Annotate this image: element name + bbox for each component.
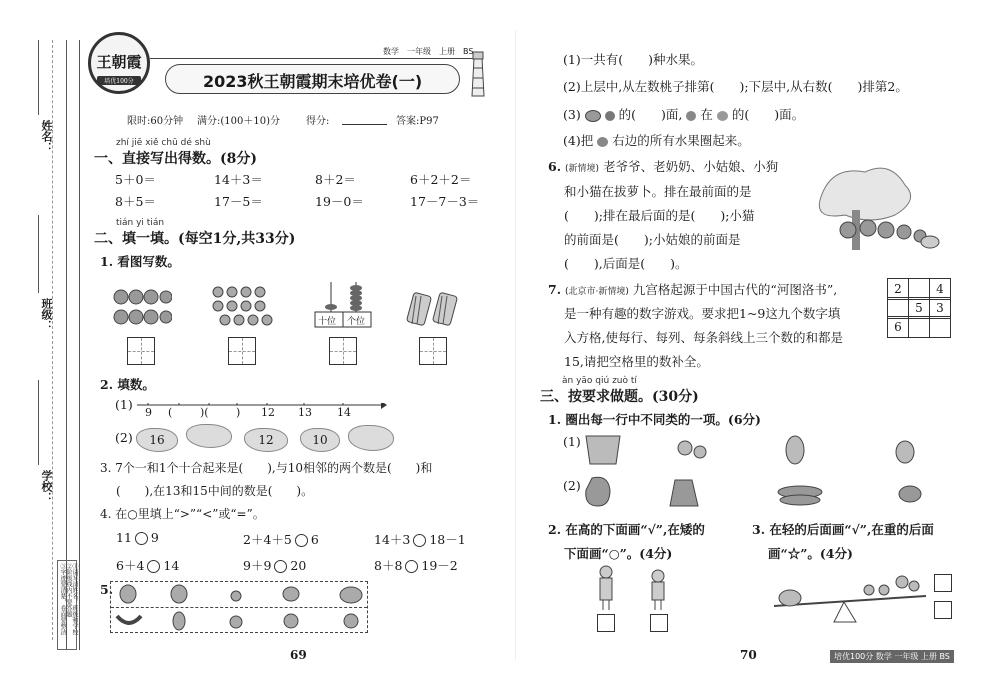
compare-left: 6＋4 [116, 558, 145, 573]
cloud-number[interactable] [186, 424, 232, 448]
number-line-value: ( [168, 406, 173, 419]
cloud-number: 10 [300, 428, 340, 452]
row1-items [580, 430, 930, 470]
margin-note: ②阶级线内不要答题 [65, 563, 72, 617]
magic-square-grid [887, 278, 953, 338]
compare-circle[interactable] [413, 534, 426, 547]
s3-q1-row2-tag: (2) [563, 478, 581, 493]
turnip-pulling-illustration [810, 160, 940, 255]
calc-item: 19－0＝ [315, 194, 364, 209]
header-rule [150, 58, 480, 59]
answer-ref: 答案:P97 [396, 116, 439, 127]
grid-cell: 2 [887, 278, 909, 300]
number-line-value: 13 [298, 406, 312, 419]
q6-tag: (新情境) [565, 164, 600, 174]
compare-circle[interactable] [295, 534, 308, 547]
number-line-value: 14 [337, 406, 351, 419]
s3-q3-line2: 画“☆”。(4分) [768, 546, 853, 561]
q7-line: 入方格,使每行、每列、每条斜线上三个数的和都是 [564, 330, 843, 345]
answer-box[interactable] [419, 337, 447, 365]
q5-sub2: (2)上层中,从左数桃子排第( );下层中,从右数( )排第2。 [563, 79, 908, 94]
fruits-top-row [111, 582, 369, 608]
school-label: 学校： [40, 470, 53, 503]
fruits-bottom-row [111, 608, 369, 634]
grapes-image [210, 284, 275, 329]
q5-sub1: (1)一共有( )种水果。 [563, 52, 703, 67]
subject-line: 数学 一年级 上册 BS [383, 47, 474, 56]
compare-circle[interactable] [135, 532, 148, 545]
compare-right: 18－1 [429, 532, 466, 547]
margin-notes [57, 560, 77, 650]
compare-left: 14＋3 [374, 532, 411, 547]
q7-line: 是一种有趣的数字游戏。要求把1~9这九个数字填 [564, 306, 841, 321]
lighthouse-icon [468, 48, 488, 98]
calc-item: 5＋0＝ [115, 172, 156, 187]
q6-line: 和小猫在拔萝卜。排在最前面的是 [564, 184, 752, 199]
sticks-image [406, 290, 461, 328]
calc-item: 17－5＝ [214, 194, 263, 209]
number-line-value: 9 [145, 406, 152, 419]
calc-item: 8＋5＝ [115, 194, 156, 209]
answer-box[interactable] [127, 337, 155, 365]
q7-line: 15,请把空格里的数补全。 [564, 354, 709, 369]
calc-item: 8＋2＝ [315, 172, 356, 187]
s3-q2-line1: 2. 在高的下面画“√”,在矮的 [548, 522, 705, 537]
compare-circle[interactable] [274, 560, 287, 573]
q1-label: 1. 看图写数。 [100, 254, 180, 269]
q6-number: 6. [548, 159, 562, 174]
orange-icon [717, 111, 728, 121]
class-label: 班级： [40, 298, 53, 331]
watermelon-icon [585, 110, 601, 122]
answer-box[interactable] [650, 614, 668, 632]
footer-badge: 培优100分 数学 一年级 上册 BS [830, 650, 954, 663]
page-number-left: 69 [290, 648, 307, 662]
answer-box[interactable] [329, 337, 357, 365]
q2-label: 2. 填数。 [100, 377, 155, 392]
school-line [38, 380, 39, 465]
s3-q1-row1-tag: (1) [563, 434, 581, 449]
q6-line: ( ),后面是( )。 [564, 256, 688, 271]
compare-right: 14 [163, 558, 180, 573]
number-line-value: ) [236, 406, 241, 419]
cloud-number: 16 [136, 428, 178, 452]
answer-box[interactable] [934, 601, 952, 619]
q7-line1 [548, 280, 837, 298]
cloud-number[interactable] [348, 425, 394, 451]
grid-cell: 3 [929, 297, 951, 319]
grid-cell[interactable] [929, 316, 951, 338]
logo-badge [88, 32, 150, 94]
page-fold [515, 30, 516, 660]
calc-item: 6＋2＋2＝ [410, 172, 472, 187]
plum-icon [597, 137, 608, 147]
q5-sub4-tag: (4)把 [563, 133, 594, 148]
grid-cell: 6 [887, 316, 909, 338]
q6-text: 老爷爷、老奶奶、小姑娘、小狗 [603, 159, 779, 174]
clouds-tag: (2) [115, 430, 133, 445]
row2-items [580, 472, 930, 512]
logo-subtext: 培优100分 [97, 76, 141, 85]
full-score: 满分:(100＋10)分 [197, 116, 280, 127]
q5-sub3-part: 在 [700, 107, 713, 122]
q5-sub3-part: 的( )面。 [731, 107, 805, 122]
q6-line1 [548, 157, 778, 175]
binding-margin [66, 40, 80, 650]
q4-label: 4. 在○里填上“>”“<”或“=”。 [100, 507, 265, 521]
compare-circle[interactable] [405, 560, 418, 573]
answer-box[interactable] [597, 614, 615, 632]
q5-label: 5. [100, 582, 114, 597]
compare-item [374, 556, 458, 574]
s3-q1: 1. 圈出每一行中不同类的一项。(6分) [548, 412, 761, 427]
compare-item [374, 530, 466, 548]
number-line-value: )( [200, 406, 209, 419]
section3-title: 三、按要求做题。(30分) [540, 389, 699, 405]
compare-item [116, 556, 179, 574]
number-line-tag: (1) [115, 397, 133, 412]
grid-cell: 5 [908, 297, 930, 319]
compare-item [116, 530, 159, 545]
q7-text: 九宫格起源于中国古代的“河图洛书”, [632, 282, 838, 297]
margin-note: ③字迹要清楚，卷面要整洁 [59, 563, 66, 635]
score-blank[interactable] [342, 124, 387, 125]
name-line [38, 40, 39, 115]
balls-image [112, 288, 172, 328]
calc-item: 17－7－3＝ [410, 194, 480, 209]
section2-title: 二、填一填。(每空1分,共33分) [94, 231, 296, 247]
peach-icon [686, 111, 696, 121]
compare-left: 8＋8 [374, 558, 403, 573]
section2-pinyin: tián yi tián [116, 218, 165, 228]
score-label: 得分: [306, 116, 330, 127]
q6-line: 的前面是( );小姑娘的前面是 [564, 232, 741, 247]
s3-q2-line2: 下面画“○”。(4分) [564, 546, 673, 561]
q7-number: 7. [548, 282, 562, 297]
section1-pinyin: zhí jiē xiě chū dé shù [116, 138, 211, 148]
grid-cell: 4 [929, 278, 951, 300]
time-limit: 限时:60分钟 [127, 116, 184, 127]
number-line-value: 12 [261, 406, 275, 419]
compare-right: 19－2 [421, 558, 458, 573]
answer-box[interactable] [228, 337, 256, 365]
cloud-number: 12 [244, 428, 288, 452]
class-line [38, 215, 39, 293]
compare-item [243, 530, 319, 548]
strawberry-icon [605, 111, 615, 121]
section1-title: 一、直接写出得数。(8分) [94, 151, 257, 167]
children-figures [592, 564, 682, 612]
page-number-right: 70 [740, 648, 757, 662]
compare-right: 20 [290, 558, 307, 573]
compare-item [243, 556, 306, 574]
q7-tag: (北京市·新情境) [565, 287, 629, 297]
page-title: 2023秋王朝霞期末培优卷(一) [203, 72, 423, 91]
seesaw-illustration [774, 572, 934, 634]
compare-left: 9＋9 [243, 558, 272, 573]
q3-line2: ( ),在13和15中间的数是( )。 [116, 484, 314, 498]
grid-cell[interactable] [908, 316, 930, 338]
q5-sub3-tag: (3) [563, 107, 581, 122]
answer-box[interactable] [934, 574, 952, 592]
compare-circle[interactable] [147, 560, 160, 573]
compare-right: 9 [150, 530, 159, 545]
q5-sub4-rest: 右边的所有水果圈起来。 [612, 133, 750, 148]
compare-right: 6 [310, 532, 319, 547]
section3-pinyin: àn yāo qiú zuò tí [562, 376, 637, 386]
q3-line1: 3. 7个一和1个十合起来是( ),与10相邻的两个数是( )和 [100, 461, 433, 475]
q5-sub3-part: 的( )面, [618, 107, 683, 122]
q6-line: ( );排在最后面的是( );小猫 [564, 208, 755, 223]
compare-left: 2＋4＋5 [243, 532, 292, 547]
abacus-ones-label: 个位 [347, 317, 366, 327]
calc-item: 14＋3＝ [214, 172, 263, 187]
abacus-tens-label: 十位 [318, 317, 337, 327]
name-label: 姓名： [40, 120, 53, 153]
fruit-shelf [110, 581, 368, 633]
q5-sub3 [563, 105, 804, 123]
q5-sub4 [563, 131, 750, 149]
compare-left: 11 [116, 530, 132, 545]
logo-text: 王朝霞 [96, 53, 142, 71]
margin-note: ①请写清姓名、班级和学校 [71, 563, 78, 635]
s3-q3-line1: 3. 在轻的后面画“√”,在重的后面 [752, 522, 934, 537]
